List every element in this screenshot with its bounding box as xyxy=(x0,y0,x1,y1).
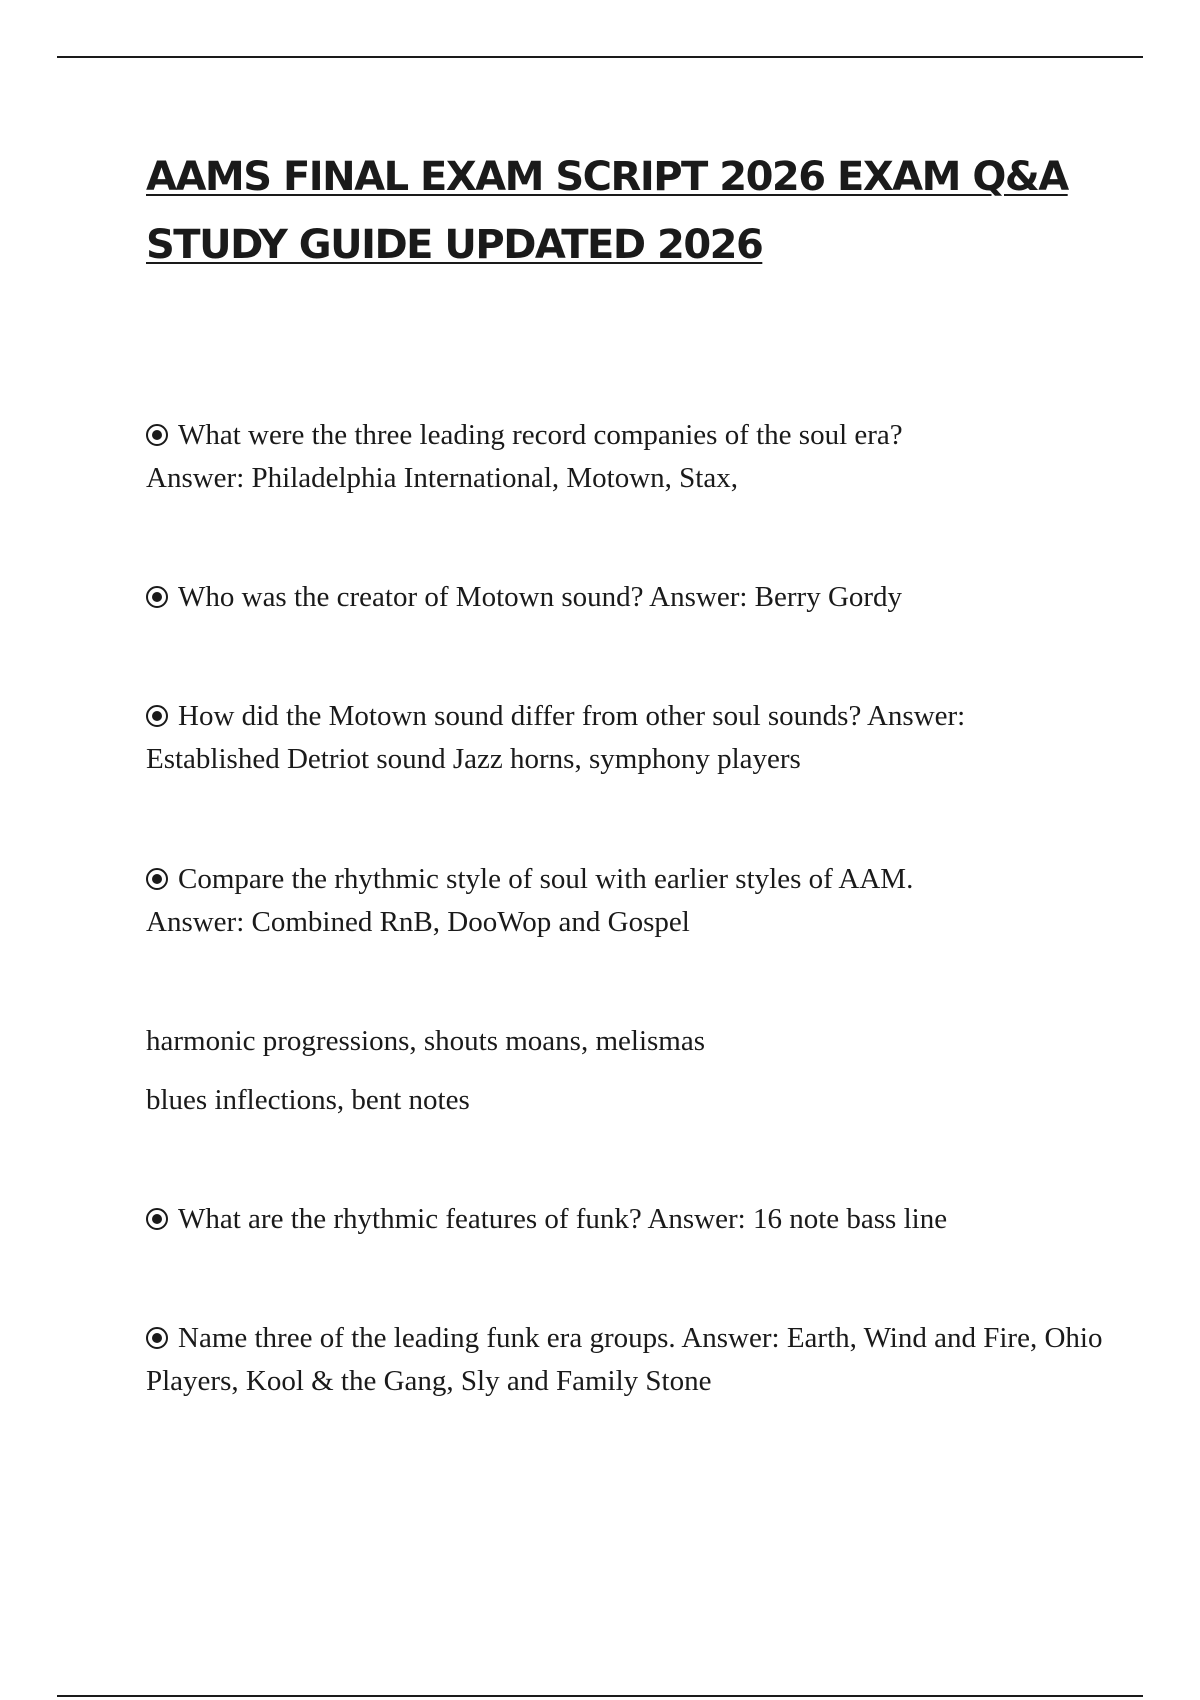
question-text: What are the rhythmic features of funk? xyxy=(178,1203,642,1235)
note-line: blues inflections, bent notes xyxy=(146,1084,470,1116)
qa-item xyxy=(146,414,1106,500)
question-text: How did the Motown sound differ from other soul sounds? xyxy=(178,700,862,732)
radio-bullet-icon xyxy=(146,1327,168,1349)
qa-item xyxy=(146,1198,1106,1241)
answer-text: Answer: Berry Gordy xyxy=(649,581,903,613)
answer-text: Answer: Established Detriot sound Jazz horns, symphony players xyxy=(146,700,966,775)
bottom-rule xyxy=(57,1695,1143,1697)
answer-text: Answer: 16 note bass line xyxy=(647,1203,948,1235)
note-line: harmonic progressions, shouts moans, melismas xyxy=(146,1025,706,1057)
question-text: Compare the rhythmic style of soul with earlier styles of AAM. xyxy=(178,863,914,895)
answer-text: Answer: Earth, Wind and Fire, Ohio Players, Kool & the Gang, Sly and Family Stone xyxy=(146,1322,1103,1397)
radio-bullet-icon xyxy=(146,586,168,608)
answer-text: Answer: Philadelphia International, Motown, Stax, xyxy=(146,462,738,494)
radio-bullet-icon xyxy=(146,424,168,446)
question-text: Name three of the leading funk era groups. xyxy=(178,1322,676,1354)
question-text: Who was the creator of Motown sound? xyxy=(178,581,644,613)
radio-bullet-icon xyxy=(146,705,168,727)
qa-item xyxy=(146,1317,1106,1403)
radio-bullet-icon xyxy=(146,868,168,890)
answer-text: Answer: Combined RnB, DooWop and Gospel xyxy=(146,906,690,938)
qa-item xyxy=(146,576,1106,619)
document-title: AAMS FINAL EXAM SCRIPT 2026 EXAM Q&A STUDY GUIDE UPDATED 2026 xyxy=(146,154,1068,268)
qa-item xyxy=(146,695,1106,781)
qa-item xyxy=(146,858,1106,944)
question-text: What were the three leading record companies of the soul era? xyxy=(178,419,903,451)
radio-bullet-icon xyxy=(146,1208,168,1230)
top-rule xyxy=(57,56,1143,58)
